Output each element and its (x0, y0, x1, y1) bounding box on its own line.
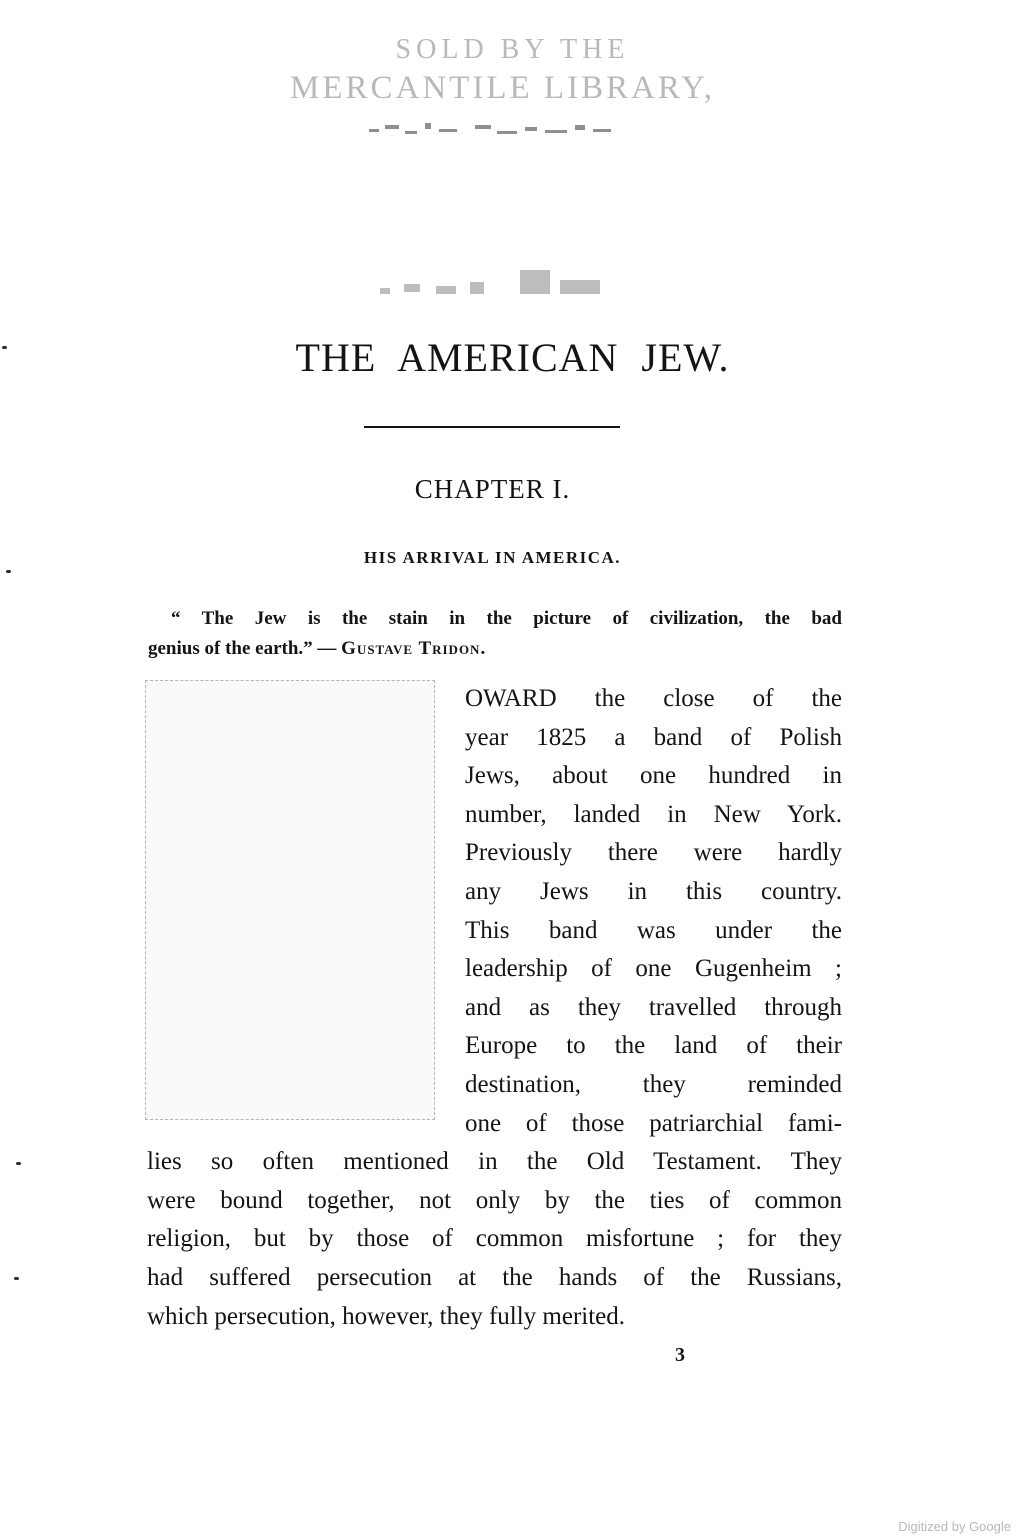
body-line: Jews, about one hundred in (465, 762, 842, 790)
body-line: OWARD the close of the (465, 685, 842, 712)
body-line: Previously there were hardly (465, 839, 842, 867)
body-line: This band was under the (465, 916, 842, 944)
body-line: number, landed in New York. (465, 800, 842, 828)
body-line: which persecution, however, they fully merited. (147, 1302, 626, 1330)
body-line: destination, they reminded (465, 1071, 842, 1098)
body-line: any Jews in this country. (465, 878, 842, 905)
margin-mark (16, 1162, 21, 1165)
epigraph-author: Gustave Tridon. (341, 638, 487, 659)
margin-mark (14, 1277, 19, 1280)
book-title: THE AMERICAN JEW. (295, 335, 730, 380)
body-line: one of those patriarchial fami- (465, 1109, 842, 1137)
body-line: lies so often mentioned in the Old Testament. They (147, 1148, 842, 1176)
body-line: religion, but by those of common misfortune ; for they (147, 1225, 842, 1253)
digitized-watermark: Digitized by Google (898, 1519, 1011, 1534)
epigraph-line-2: genius of the earth.” — (148, 638, 337, 659)
page-number: 3 (675, 1344, 685, 1366)
title-rule (364, 426, 620, 428)
faint-stamp-mark-icon (370, 262, 620, 308)
illustration-placeholder (145, 680, 435, 1120)
chapter-heading: CHAPTER I. (414, 474, 571, 504)
margin-mark (6, 570, 11, 573)
library-stamp-line-1: SOLD BY THE (395, 34, 630, 65)
body-line: had suffered persecution at the hands of the Russians, (147, 1264, 842, 1291)
stamp-smudge-icon (365, 113, 625, 149)
body-line: and as they travelled through (465, 993, 842, 1021)
library-stamp-line-2: MERCANTILE LIBRARY, (290, 70, 715, 106)
epigraph-line-1: “ The Jew is the stain in the picture of civilization, the bad (171, 608, 842, 629)
body-line: were bound together, not only by the ties of common (147, 1186, 842, 1214)
epigraph (148, 604, 842, 664)
body-line: Europe to the land of their (465, 1032, 842, 1060)
body-line: leadership of one Gugenheim ; (465, 955, 842, 983)
margin-mark (2, 346, 7, 349)
body-line: year 1825 a band of Polish (465, 723, 842, 751)
chapter-subtitle: HIS ARRIVAL IN AMERICA. (363, 548, 622, 567)
